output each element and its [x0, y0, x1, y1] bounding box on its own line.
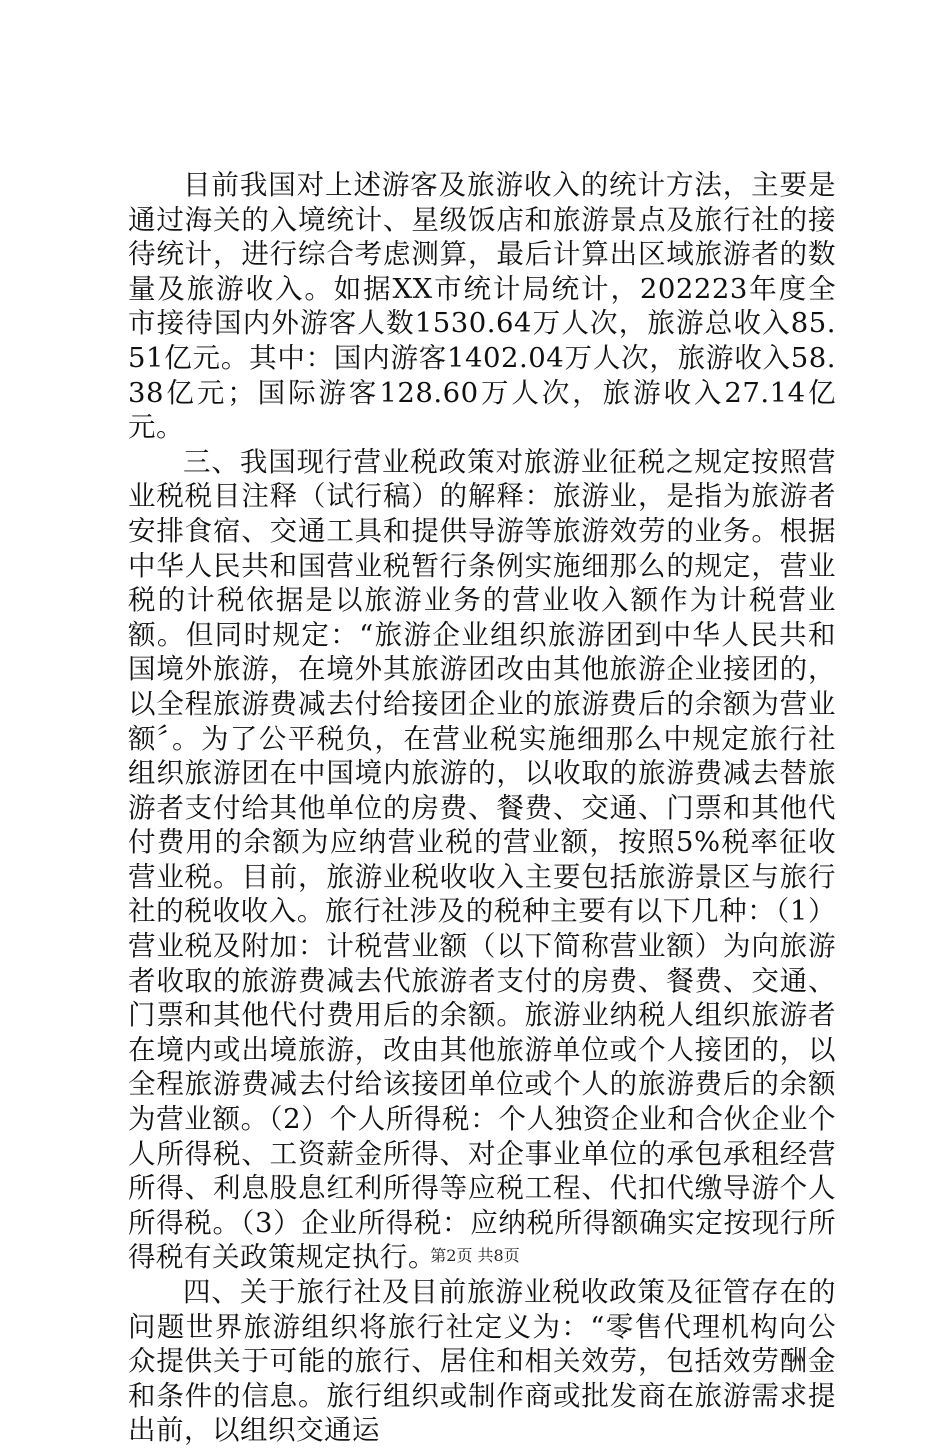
paragraph-tourism-statistics: 目前我国对上述游客及旅游收入的统计方法，主要是通过海关的入境统计、星级饭店和旅游景点及旅行社的接待统计，进行综合考虑测算，最后计算出区域旅游者的数量及旅游收入。如据XX市统计局统计，202223年度全市接待国内外游客人数1530.64万人次，旅游总收入85.51亿元。其中：国内游客1402.04万人次，旅游收入58.38亿元；国际游客128.60万人次，旅游收入27.14亿元。 — [128, 169, 836, 444]
paragraph-business-tax-policy: 三、我国现行营业税政策对旅游业征税之规定按照营业税税目注释（试行稿）的解释：旅游业，是指为旅游者安排食宿、交通工具和提供导游等旅游效劳的业务。根据中华人民共和国营业税暂行条例实施细那么的规定，营业税的计税依据是以旅游业务的营业收入额作为计税营业额。但同时规定：“旅游企业组织旅游团到中华人民共和国境外旅游，在境外其旅游团改由其他旅游企业接团的，以全程旅游费减去付给接团企业的旅游费后的余额为营业额〞。为了公平税负，在营业税实施细那么中规定旅行社组织旅游团在中国境内旅游的，以收取的旅游费减去替旅游者支付给其他单位的房费、餐费、交通、门票和其他代付费用的余额为应纳营业税的营业额，按照5%税率征收营业税。目前，旅游业税收收入主要包括旅游景区与旅行社的税收收入。旅行社涉及的税种主要有以下几种：（1）营业税及附加：计税营业额（以下简称营业额）为向旅游者收取的旅游费减去代旅游者支付的房费、餐费、交通、门票和其他代付费用后的余额。旅游业纳税人组织旅游者在境内或出境旅游，改由其他旅游单位或个人接团的，以全程旅游费减去付给该接团单位或个人的旅游费后的余额为营业额。（2）个人所得税：个人独资企业和合伙企业个人所得税、工资薪金所得、对企事业单位的承包承租经营所得、利息股息红利所得等应税工程、代扣代缴导游个人所得税。（3）企业所得税：应纳税所得额确实定按现行所得税有关政策规定执行。 — [128, 445, 836, 1274]
page-footer: 第2页 共8页 — [430, 1246, 520, 1265]
paragraph-travel-agency-issues: 四、关于旅行社及目前旅游业税收政策及征管存在的问题世界旅游组织将旅行社定义为：“零售代理机构向公众提供关于可能的旅行、居住和相关效劳，包括效劳酬金和条件的信息。旅行组织或制作商或批发商在旅游需求提出前，以组织交通运 — [128, 1276, 836, 1447]
